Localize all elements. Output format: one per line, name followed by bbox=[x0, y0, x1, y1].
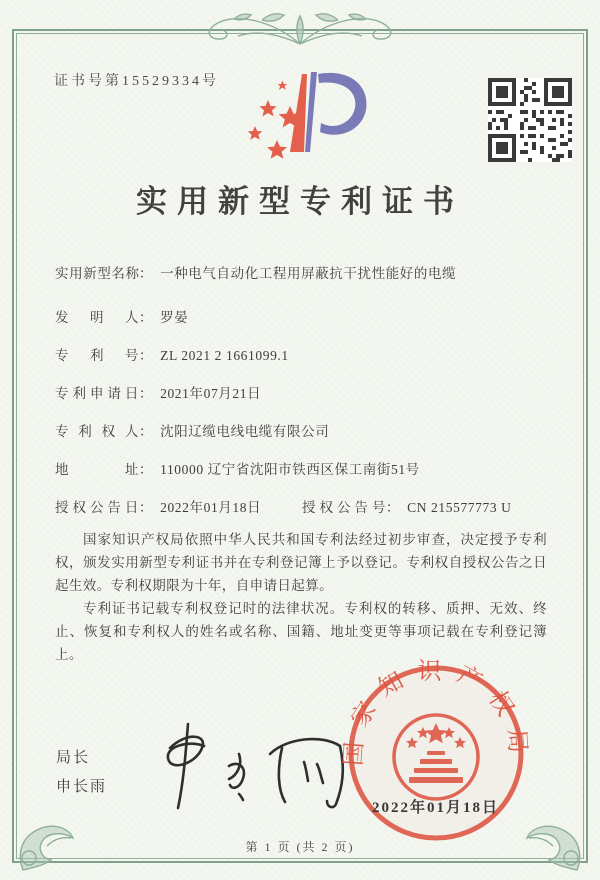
cnipa-logo-icon bbox=[232, 68, 392, 178]
field-value: 110000 辽宁省沈阳市铁西区保工南街51号 bbox=[160, 462, 420, 477]
field-label: 授权公告号 bbox=[302, 500, 386, 515]
field-label: 授权公告日 bbox=[55, 500, 139, 515]
seal-text: 国家知识产权局 bbox=[341, 659, 531, 767]
colon: ： bbox=[139, 424, 154, 439]
colon: ： bbox=[139, 500, 154, 515]
floral-ornament-top bbox=[190, 8, 410, 52]
colon: ： bbox=[139, 348, 154, 363]
grant-number-value: CN 215577773 U bbox=[407, 500, 512, 515]
grant-number-group bbox=[302, 496, 512, 516]
certificate-title: 实用新型专利证书 bbox=[136, 184, 464, 219]
colon: ： bbox=[139, 386, 154, 401]
handwritten-signature-icon bbox=[142, 718, 372, 818]
field-row-patent-number bbox=[55, 344, 289, 364]
legal-paragraph-1: 国家知识产权局依照中华人民共和国专利法经过初步审查，决定授予专利权，颁发实用新型专利证书并在专利登记簿上予以登记。专利权自授权公告之日起生效。专利权期限为十年，自申请日起算。 bbox=[55, 532, 547, 593]
grant-date-value: 2022年01月18日 bbox=[160, 500, 262, 515]
field-label: 专利申请日 bbox=[55, 386, 139, 401]
legal-text bbox=[55, 528, 547, 666]
field-row-address bbox=[55, 458, 420, 478]
field-label: 发明人 bbox=[55, 310, 139, 325]
field-label: 实用新型名称 bbox=[55, 266, 140, 281]
certificate-number: 证书号第15529334号 bbox=[54, 74, 219, 89]
signer-name: 申长雨 bbox=[56, 779, 108, 795]
field-value: ZL 2021 2 1661099.1 bbox=[160, 348, 289, 363]
colon: ： bbox=[139, 266, 154, 281]
field-value: 一种电气自动化工程用屏蔽抗干扰性能好的电缆 bbox=[160, 266, 457, 281]
seal-date: 2022年01月18日 bbox=[372, 800, 500, 816]
legal-paragraph-2: 专利证书记载专利权登记时的法律状况。专利权的转移、质押、无效、终止、恢复和专利权人的姓名或名称、国籍、地址变更等事项记载在专利登记簿上。 bbox=[55, 601, 547, 662]
colon: ： bbox=[386, 500, 401, 515]
field-value: 沈阳辽缆电线电缆有限公司 bbox=[160, 424, 330, 439]
field-row-utility-name bbox=[55, 262, 456, 282]
field-row-grant bbox=[55, 496, 512, 516]
page-footer: 第 1 页 (共 2 页) bbox=[245, 840, 355, 854]
field-label: 专利号 bbox=[55, 348, 139, 363]
field-row-inventor bbox=[55, 306, 188, 326]
qr-code-icon bbox=[488, 78, 572, 162]
field-label: 专利权人 bbox=[55, 424, 139, 439]
colon: ： bbox=[139, 310, 154, 325]
official-seal-icon bbox=[341, 658, 531, 848]
colon: ： bbox=[139, 462, 154, 477]
field-label: 地址 bbox=[55, 462, 139, 477]
signer-block bbox=[56, 744, 107, 802]
field-value: 2021年07月21日 bbox=[160, 386, 262, 401]
field-value: 罗晏 bbox=[160, 310, 189, 325]
signer-title: 局长 bbox=[56, 750, 91, 766]
field-row-filing-date bbox=[55, 382, 261, 402]
field-row-patentee bbox=[55, 420, 329, 440]
